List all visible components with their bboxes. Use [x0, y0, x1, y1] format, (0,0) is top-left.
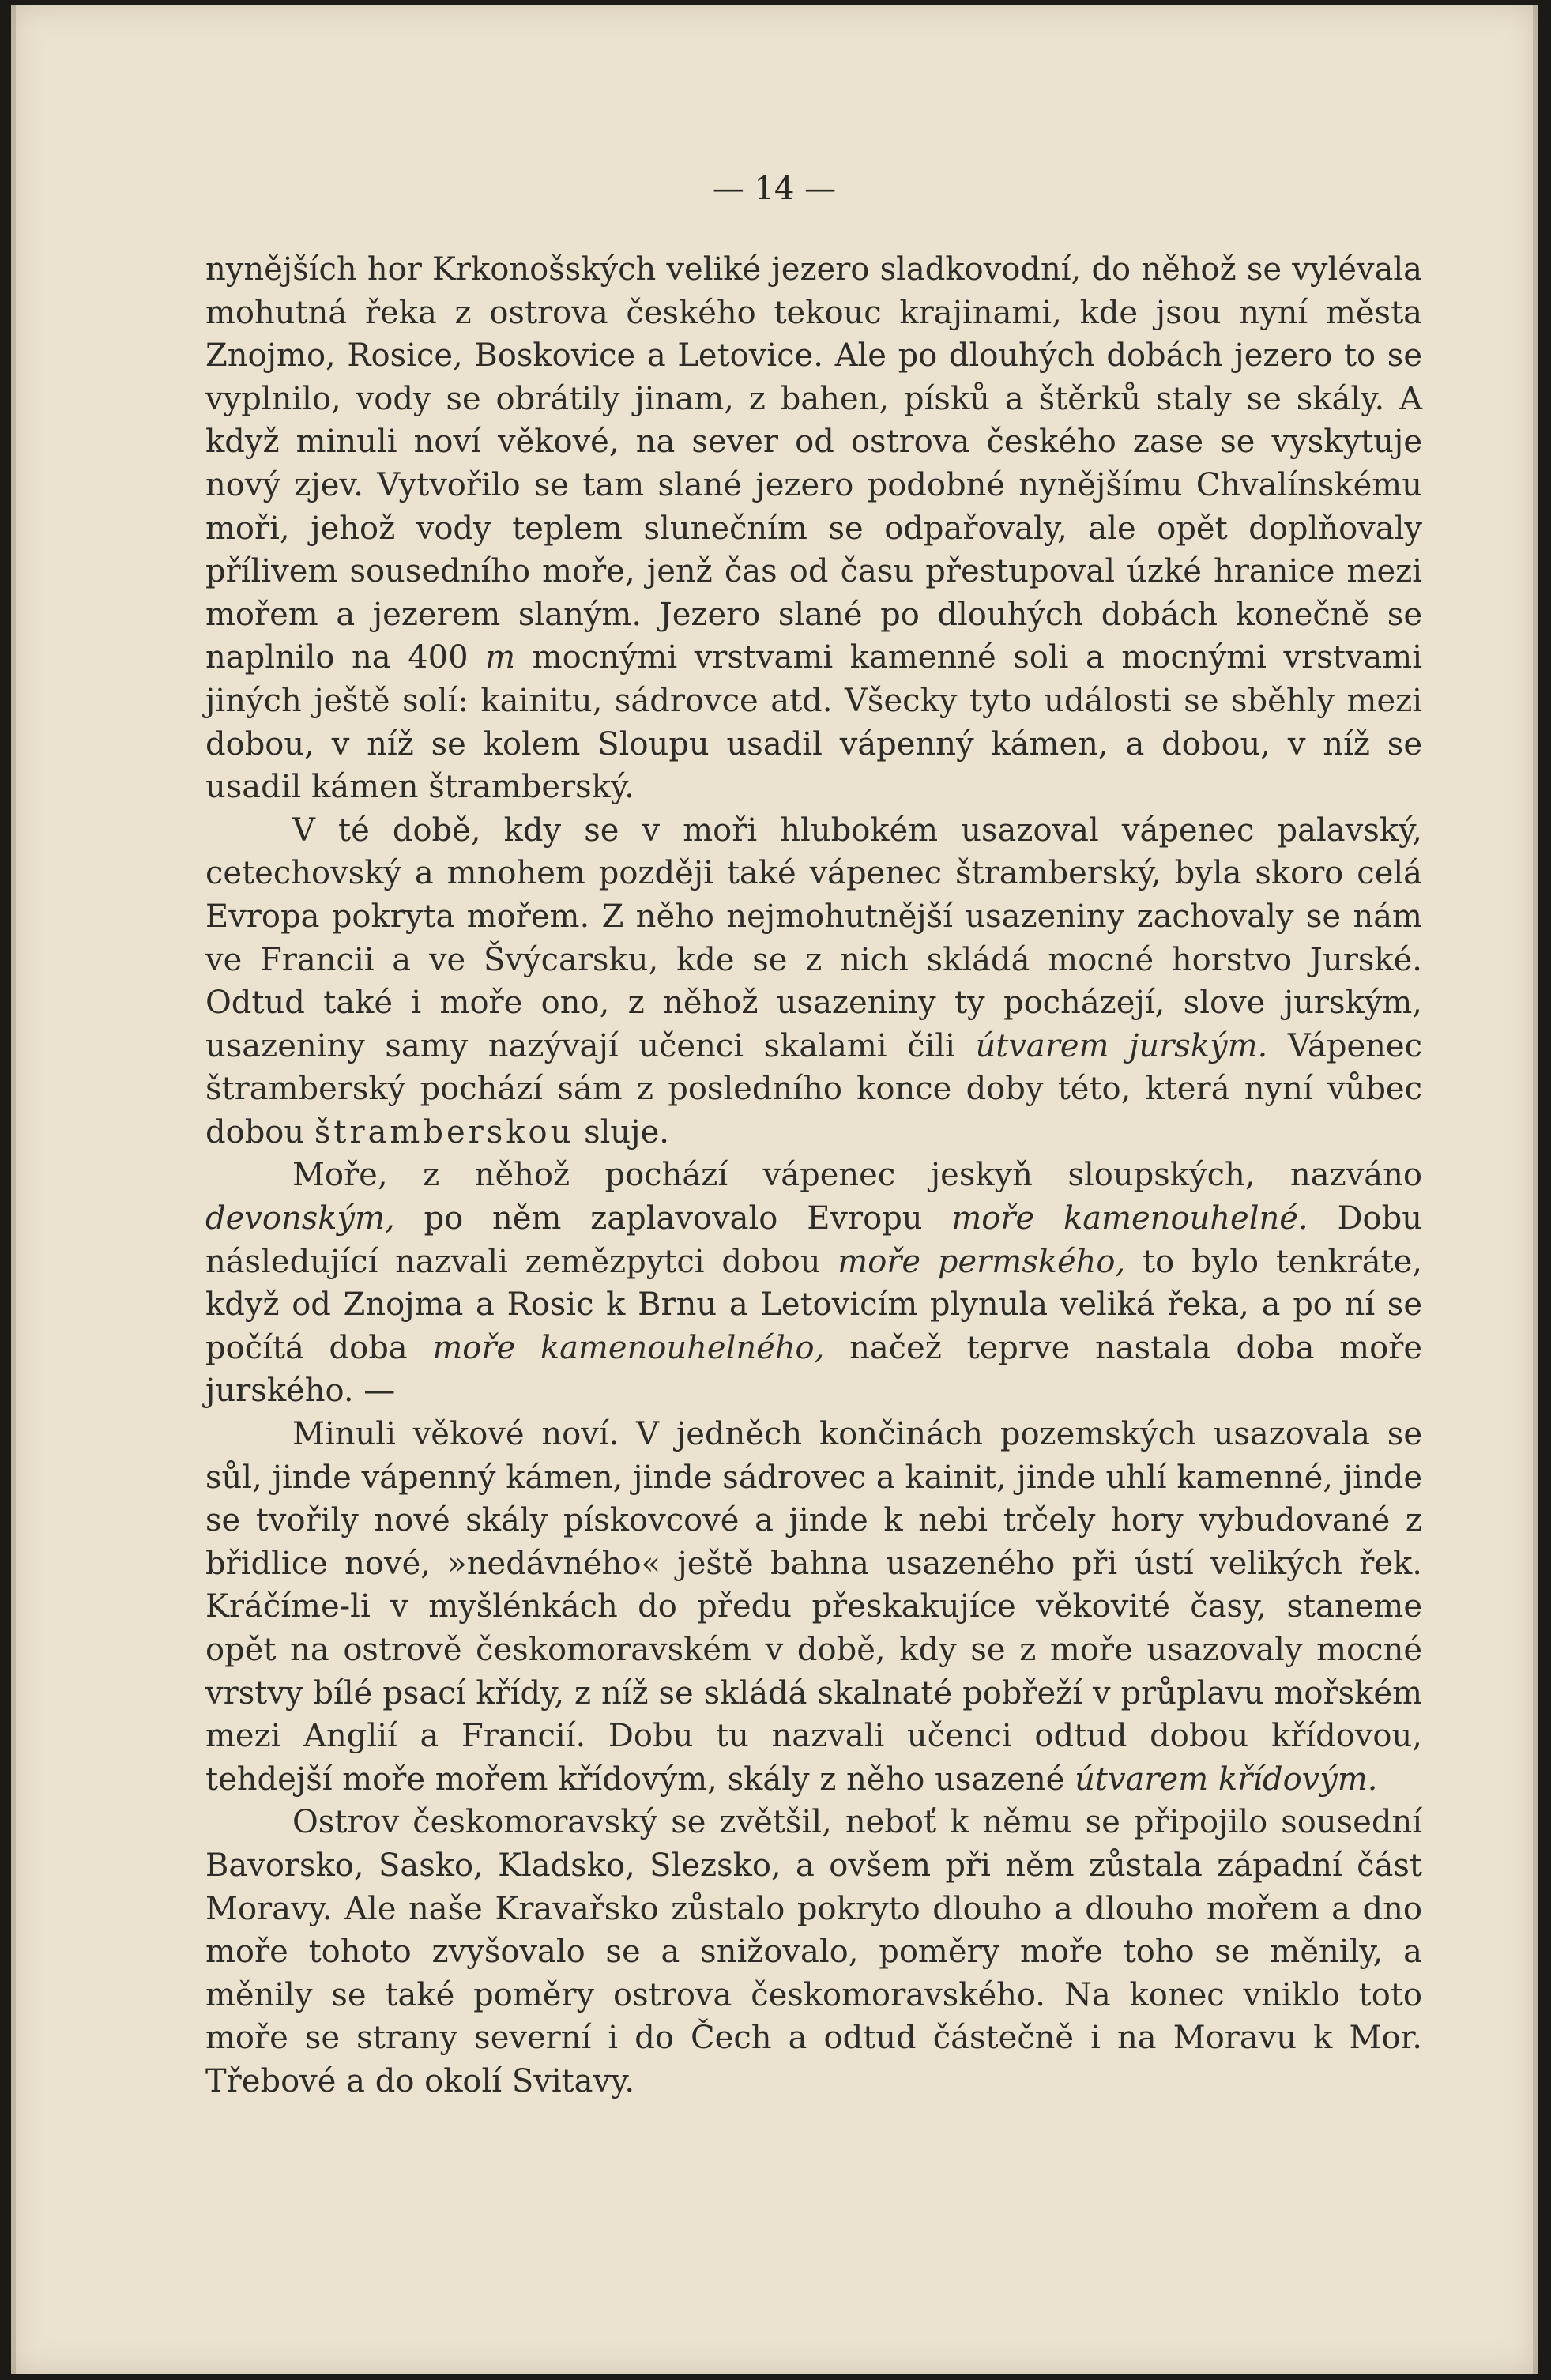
paragraph-5: Ostrov českomoravský se zvětšil, neboť k němu se připojilo sousední Bavorsko, Sasko, Kladsko, Slezsko, a ovšem při něm zůstala západní část Moravy. Ale naše Kravařsko zůstalo pokryto dlouho a dlouho mořem a dno moře tohoto zvyšovalo se a snižovalo, poměry moře toho se měnily, a měnily se také poměry ostrova českomoravského. Na konec vniklo toto moře se strany severní i do Čech a odtud částečně i na Moravu k Mor. Třebové a do okolí Svitavy. — [205, 1804, 1422, 2099]
p2-text-b: Vápenec štramberský pochází sám z posledního konce doby této, která nyní vůbec dobou — [205, 1027, 1423, 1150]
p2-text-a: V té době, kdy se v moři hlubokém usazoval vápenec palavský, cetechovský a mnohem později také vápenec štramberský, byla skoro celá Evropa pokryta mořem. Z něho nejmohutnější usazeniny zachovaly se nám ve Francii a ve Švýcarsku, kde se z nich skládá mocné horstvo Jurské. Odtud také i moře ono, z něhož usazeniny ty pocházejí, slove jurským, usazeniny samy nazývají učenci skalami čili — [205, 812, 1422, 1064]
p3-text-c: Dobu následující nazvali zemězpytci dobou — [205, 1200, 1422, 1280]
paragraph-4 — [205, 1413, 1422, 1801]
p1-unit: m — [485, 639, 516, 676]
p2-text-c: sluje. — [584, 1113, 669, 1150]
paragraph-1 — [205, 248, 1422, 809]
page-body — [205, 248, 1422, 2103]
p3-italic-2: moře kamenouhelné. — [951, 1200, 1308, 1237]
paragraph-2 — [205, 809, 1422, 1154]
p3-text-e: načež teprve nastala doba moře jurského. — — [205, 1329, 1422, 1410]
p3-italic-3: moře permského, — [838, 1243, 1126, 1280]
p3-italic-1: devonským, — [205, 1200, 395, 1237]
p3-text-a: Moře, z něhož pochází vápenec jeskyň sloupských, nazváno — [292, 1157, 1422, 1194]
page-right-edge-shadow — [1533, 5, 1538, 2374]
p4-italic: útvarem křídovým. — [1075, 1761, 1378, 1798]
p3-text-b: po něm zaplavovalo Evropu — [424, 1200, 923, 1237]
p2-spaced: štramberskou — [314, 1113, 574, 1150]
page-left-edge-shadow — [11, 5, 16, 2374]
paragraph-3 — [205, 1154, 1422, 1413]
p2-italic: útvarem jurským. — [975, 1027, 1268, 1064]
p1-text: nynějších hor Krkonošských veliké jezero sladkovodní, do něhož se vylévala mohutná řeka z ostrova českého tekouc krajinami, kde jsou nyní města Znojmo, Rosice, Boskovice a Letovice. Ale po dlouhých dobách jezero to se vyplnilo, vody se obrátily jinam, z bahen, písků a štěrků staly se skály. A když minuli noví věkové, na sever od ostrova českého zase se vyskytuje nový zjev. Vytvořilo se tam slané jezero podobné nynějšímu Chvalínskému moři, jehož vody teplem slunečním se odpařovaly, ale opět doplňovaly přílivem sousedního moře, jenž čas od času přestupoval úzké hranice mezi mořem a jezerem slaným. Jezero slané po dlouhých dobách konečně se naplnilo na 400 — [205, 251, 1422, 676]
p3-text-d: to bylo tenkráte, když od Znojma a Rosic k Brnu a Letovicím plynula veliká řeka, a po ní se počítá doba — [205, 1243, 1422, 1366]
p3-italic-4: moře kamenouhelného, — [432, 1329, 825, 1366]
book-page — [11, 5, 1538, 2374]
p1-text-b: mocnými vrstvami kamenné soli a mocnými vrstvami jiných ještě solí: kainitu, sádrovce atd. Všecky tyto události se sběhly mezi dobou, v níž se kolem Sloupu usadil vápenný kámen, a dobou, v níž se usadil kámen štramberský. — [205, 639, 1422, 806]
p4-text-a: Minuli věkové noví. V jedněch končinách pozemských usazovala se sůl, jinde vápenný kámen, jinde sádrovec a kainit, jinde uhlí kamenné, jinde se tvořily nové skály pískovcové a jinde k nebi trčely hory vybudované z břidlice nové, »nedávného« ještě bahna usazeného při ústí velikých řek. Kráčíme-li v myšlénkách do předu přeskakujíce věkovité časy, staneme opět na ostrově českomoravském v době, kdy se z moře usazovaly mocné vrstvy bílé psací křídy, z níž se skládá skalnaté pobřeží v průplavu mořském mezi Anglií a Francií. Dobu tu nazvali učenci odtud dobou křídovou, tehdejší moře mořem křídovým, skály z něho usazené — [205, 1416, 1422, 1798]
page-number: — 14 — — [712, 171, 837, 207]
